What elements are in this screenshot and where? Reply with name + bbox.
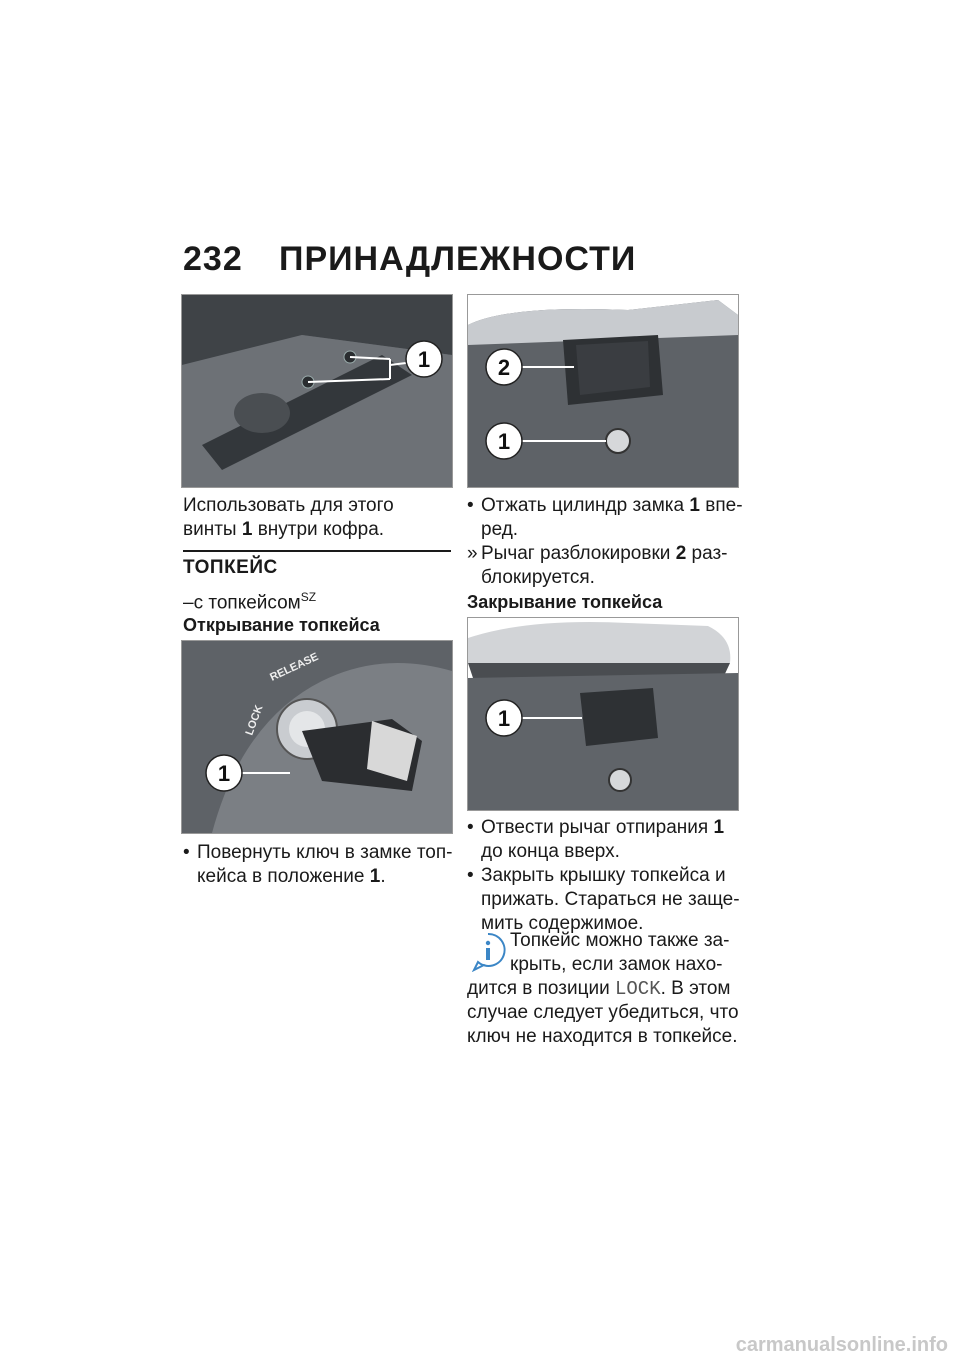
photo2-callout: 1 <box>217 761 231 786</box>
note-line-1: Топкейс можно также за- <box>510 930 730 951</box>
chapter-title: ПРИНАДЛЕЖНОСТИ <box>279 240 637 278</box>
lock-position-code: LOCK <box>614 978 661 1000</box>
opening-step: • Повернуть ключ в замке топ- кейса в положение 1. <box>183 842 453 887</box>
page-number: 232 <box>183 240 243 278</box>
result-arrow-icon: » <box>467 543 478 564</box>
note-line-3: дится в позиции LOCK. В этом <box>467 978 731 1000</box>
photo1-callout: 1 <box>417 347 431 372</box>
option-text: –с топкейсом$^{SZ}$ <box>183 590 317 614</box>
note-line-2: крыть, если замок нахо- <box>510 954 723 975</box>
photo4-callout: 1 <box>497 706 511 731</box>
lock-label: LOCK <box>243 703 266 738</box>
section-title: ТОПКЕЙС <box>183 557 278 578</box>
bullet-icon: • <box>467 495 474 516</box>
site-watermark: carmanualsonline.info <box>735 1334 948 1356</box>
photo-key-lock <box>181 640 453 834</box>
photo3-callout-1: 1 <box>497 429 511 454</box>
section-divider <box>183 550 451 552</box>
photo-case-lock-exterior <box>467 294 739 488</box>
right-step-1: • Отжать цилиндр замка 1 впе- ред. <box>467 495 743 540</box>
note-line-5: ключ не находится в топкейсе. <box>467 1026 738 1047</box>
closing-step-1: • Отвести рычаг отпирания 1 до конца вверх. <box>467 817 725 862</box>
bullet-icon: • <box>183 842 190 863</box>
bullet-icon: • <box>467 817 474 838</box>
page-header <box>183 240 636 279</box>
bullet-icon: • <box>467 865 474 886</box>
photo3-callout-2: 2 <box>497 355 511 380</box>
photo-lid-lever <box>467 617 739 811</box>
photo-case-screws <box>181 294 453 488</box>
screws-text: Использовать для этого винты 1 внутри кофра. <box>183 495 394 540</box>
opening-title: Открывание топкейса <box>183 615 380 635</box>
right-step-result: » Рычаг разблокировки 2 раз- блокируется. <box>467 543 728 588</box>
release-label: RELEASE <box>268 650 321 684</box>
info-icon <box>470 932 506 977</box>
note-line-4: случае следует убедиться, что <box>467 1002 739 1023</box>
closing-step-2: • Закрыть крышку топкейса и прижать. Стараться не заще- мить содержимое. <box>467 865 740 934</box>
closing-title: Закрывание топкейса <box>467 592 663 612</box>
